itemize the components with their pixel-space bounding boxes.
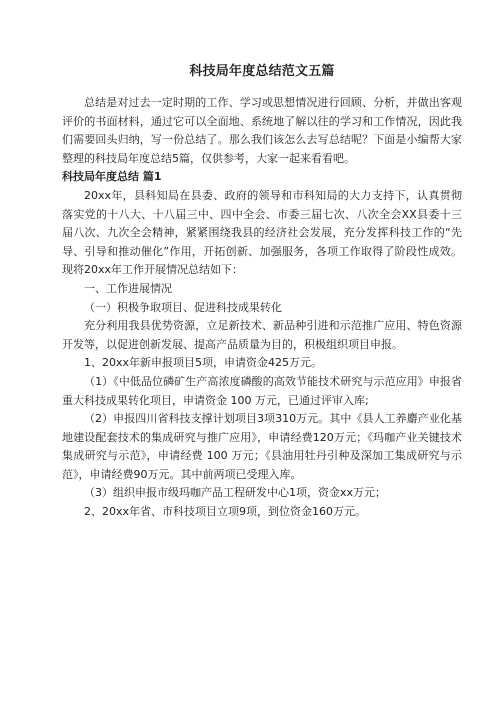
body-paragraph: 充分利用我县优势资源，立足新技术、新品种引进和示范推广应用、特色资源开发等，以促进创新发展、提高产品质量为目的，积极组织项目申报。 (62, 319, 462, 351)
intro-paragraph: 总结是对过去一定时期的工作、学习或思想情况进行回顾、分析，并做出客观评价的书面材料，通过它可以全面地、系统地了解以往的学习和工作情况，因此我们需要回头归纳，写一份总结了。那么我们该怎么去写总结呢？下面是小编帮大家整理的科技局年度总结5篇，仅供参考，大家一起来看看吧。 (62, 96, 462, 165)
body-paragraph: （1）《中低品位磷矿生产高浓度磷酸的高效节能技术研究与示范应用》申报省重大科技成果转化项目，申请资金 100 万元，已通过评审入库; (62, 374, 462, 407)
body-paragraph: （2）申报四川省科技支撑计划项目3项310万元。其中《县人工养麝产业化基地建设配套技术的集成研究与推广应用》，申请经费120万元；《玛咖产业关键技术集成研究与示范》，申请经费 100 万元；《县油用牡丹引种及深加工集成研究与示范》，申请经费90万元。其中前两项已受理入库。 (62, 412, 462, 481)
section-heading: 科技局年度总结 篇1 (62, 170, 162, 184)
document-title: 科技局年度总结范文五篇 (189, 64, 335, 79)
body-paragraph: 2、20xx年省、市科技项目立项9项，到位资金160万元。 (84, 505, 367, 519)
body-paragraph: 1、20xx年新申报项目5项，申请资金425万元。 (84, 356, 323, 370)
body-paragraph: 20xx年，县科知局在县委、政府的领导和市科知局的大力支持下，认真贯彻落实党的十八大、十八届三中、四中全会、市委三届七次、八次全会XX县委十三届八次、九次全会精神，紧紧围绕我县的经济社会发展，充分发挥科技工作的“先导、引导和推动催化”作用，开拓创新、加强服务，各项工作取得了阶段性成效。现将20xx年工作开展情况总结如下： (62, 188, 462, 277)
body-paragraph: （一）积极争取项目、促进科技成果转化 (84, 300, 282, 314)
body-paragraph: 一、工作进展情况 (84, 281, 172, 295)
body-paragraph: （3）组织申报市级玛咖产品工程研发中心1项，资金xx万元； (84, 486, 387, 500)
